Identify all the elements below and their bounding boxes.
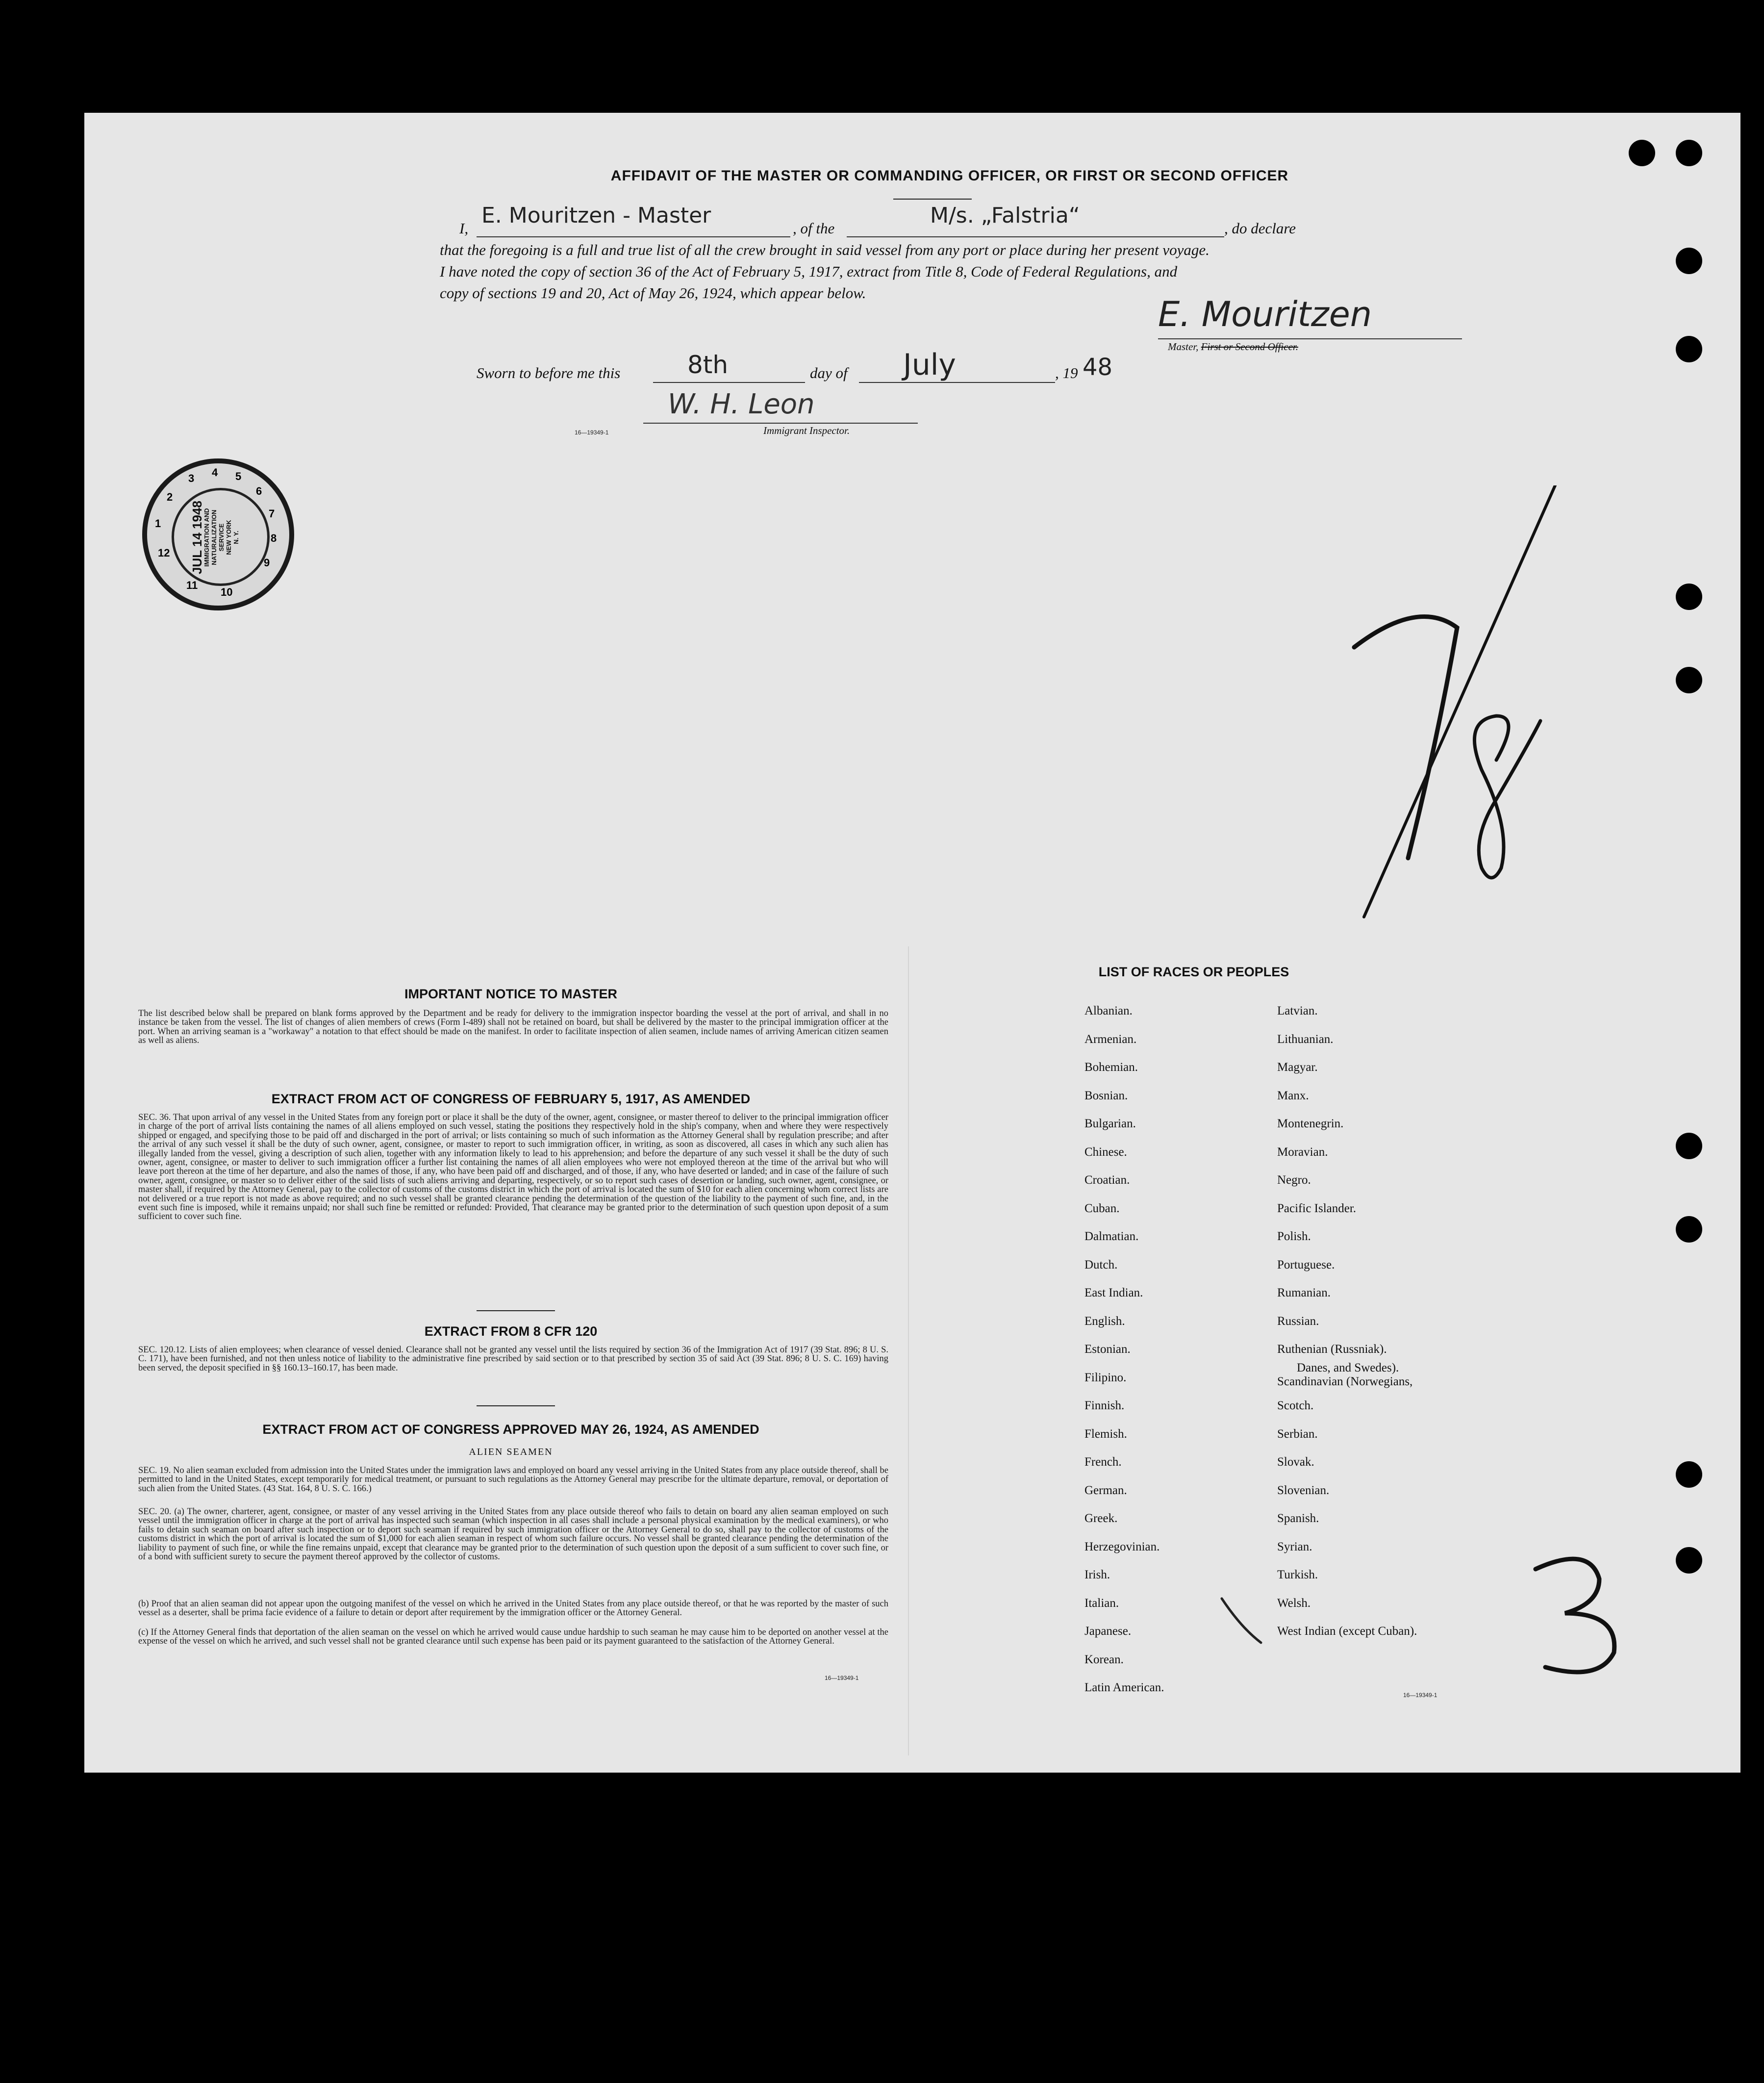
do-declare-label: , do declare: [1224, 220, 1296, 237]
section-rule: [477, 1405, 555, 1406]
inspector-signature-line: [643, 388, 918, 424]
race-item: Bulgarian.: [1084, 1117, 1136, 1130]
ring-number: 6: [256, 485, 262, 497]
race-item: Cuban.: [1084, 1201, 1120, 1215]
race-item: Scotch.: [1277, 1399, 1314, 1412]
race-item: Korean.: [1084, 1652, 1124, 1666]
race-item: Spanish.: [1277, 1512, 1319, 1525]
handwritten-number-three: [1516, 1550, 1634, 1682]
extract-1917-body: SEC. 36. That upon arrival of any vessel in the United States from any foreign port or place it shall be the duty of the owner, agent, consignee, or master thereof to deliver to the principal immigration officer in charge of the port of arrival lists containing the names of all aliens employed on such vessel, stating the positions they respectively hold in the ship's company, when and where they were respectively shipped or engaged, and specifying those to be paid off and discharged in the port of arrival; or lists containing so much of such information as the Attorney General shall by regulation prescribe; and after the arrival of any such vessel it shall be the duty of such owner, agent, consignee, or master to report to such immigration officer, in writing, as soon as discovered, all cases in which any such alien has illegally landed from the vessel, giving a description of such alien, together with any information likely to lead to his apprehension; and before the departure of any such vessel it shall be the duty of such owner, agent, consignee, or master to deliver to such immigration officer a further list containing the names of all alien employees who were not employed thereon at the time of the arrival but who will leave port thereon at the time of her departure, and also the names of those, if any, who have been paid off and discharged, and of those, if any, who have deserted or landed; and in case of the failure of such owner, agent, consignee, or master so to deliver either of the said lists of such aliens arriving and departing, respectively, or so to report such cases of desertion or landing, such owner, agent, consignee, or master shall, if required by the Attorney General, pay to the collector of customs of the customs district in which the port of arrival is located the sum of $10 for each alien concerning whom correct lists are not delivered or a true report is not made as above required; and no such vessel shall be granted clearance pending the determination of the question of the liability to the payment of such fine, and, in the event such fine is imposed, while it remains unpaid; nor shall such fine be remitted or refunded: Provided, That clearance may be granted prior to the determination of such question upon deposit of a sum sufficient to cover such fine.: [138, 1113, 888, 1222]
extract-1924-title: EXTRACT FROM ACT OF CONGRESS APPROVED MAY 26, 1924, AS AMENDED: [262, 1422, 759, 1437]
race-item: Pacific Islander.: [1277, 1201, 1357, 1215]
month-line: [859, 348, 1055, 383]
binder-hole: [1676, 667, 1702, 693]
race-item: Estonian.: [1084, 1343, 1131, 1356]
race-item: Scandinavian (Norwegians,: [1277, 1374, 1413, 1388]
year-handwriting: 48: [1083, 354, 1113, 381]
signature-caption-master: Master,: [1168, 341, 1199, 353]
race-item: Polish.: [1277, 1230, 1311, 1243]
stamp-line: SERVICE: [218, 523, 225, 552]
sworn-label: Sworn to before me this: [477, 364, 621, 381]
master-name-line: [477, 205, 790, 237]
fold-line: [908, 946, 909, 1755]
stamp-line: NATURALIZATION: [210, 509, 218, 565]
race-item: Italian.: [1084, 1596, 1119, 1610]
ring-number: 10: [221, 586, 233, 598]
extract-1917-title: EXTRACT FROM ACT OF CONGRESS OF FEBRUARY 5, 1917, AS AMENDED: [271, 1092, 751, 1106]
race-item: English.: [1084, 1314, 1125, 1328]
vessel-name-line: [847, 205, 1224, 237]
extract-form-number: 16—19349-1: [825, 1675, 859, 1681]
race-item: West Indian (except Cuban).: [1277, 1625, 1417, 1638]
month-handwriting: July: [903, 348, 956, 382]
race-item: Negro.: [1277, 1173, 1311, 1187]
race-item: Slovak.: [1277, 1455, 1314, 1469]
binder-hole: [1676, 1133, 1702, 1159]
stamp-line: N. Y.: [232, 531, 240, 544]
ring-number: 7: [269, 508, 275, 520]
binder-hole: [1676, 248, 1702, 274]
race-item: Magyar.: [1277, 1061, 1318, 1074]
race-item: Greek.: [1084, 1512, 1118, 1525]
binder-hole: [1676, 1547, 1702, 1574]
stamp-date: JUL 14 1948: [190, 501, 204, 574]
affidavit-declaration: [440, 203, 1499, 304]
ring-number: 4: [212, 466, 218, 479]
ring-number: 11: [186, 579, 198, 591]
race-item: Slovenian.: [1277, 1483, 1330, 1497]
race-item: Dalmatian.: [1084, 1230, 1139, 1243]
race-item: Bosnian.: [1084, 1089, 1128, 1102]
inspector-caption: Immigrant Inspector.: [763, 425, 850, 436]
immigration-date-stamp: [142, 458, 294, 610]
binder-hole: [1676, 1216, 1702, 1243]
day-handwriting: 8th: [687, 351, 729, 379]
day-line: [653, 351, 805, 383]
ring-number: 5: [235, 470, 242, 483]
ring-number: 12: [158, 547, 170, 559]
race-item: Russian.: [1277, 1314, 1319, 1328]
ring-number: 3: [188, 472, 195, 484]
race-item: Filipino.: [1084, 1371, 1127, 1384]
race-item: Serbian.: [1277, 1427, 1318, 1441]
race-item: Welsh.: [1277, 1596, 1311, 1610]
race-item: Danes, and Swedes).: [1297, 1361, 1399, 1374]
races-title: LIST OF RACES OR PEOPLES: [1098, 965, 1289, 979]
year-prefix: , 19: [1055, 364, 1078, 381]
section-rule: [477, 1310, 555, 1311]
ring-number: 9: [264, 557, 270, 569]
stamp-center: [172, 488, 270, 586]
race-item: Albanian.: [1084, 1004, 1133, 1017]
race-item: Herzegovinian.: [1084, 1540, 1160, 1553]
sec-19-body: SEC. 19. No alien seaman excluded from admission into the United States under the immigration laws and employed on board any vessel arriving in the United States from any place outside thereof, shall be permitted to land in the United States, except temporarily for medical treatment, or pursuant to such regulations as the Attorney General may prescribe for the ultimate departure, removal, or deportation of such alien from the United States. (43 Stat. 164, 8 U. S. C. 166.): [138, 1466, 888, 1494]
races-form-number: 16—19349-1: [1403, 1692, 1437, 1699]
binder-hole: [1676, 1461, 1702, 1488]
sworn-line: [477, 348, 1261, 385]
handwritten-tick: [1212, 1594, 1271, 1648]
race-item: Irish.: [1084, 1568, 1110, 1581]
master-signature-line: [1158, 294, 1462, 339]
day-of-label: day of: [810, 364, 848, 381]
race-item: Turkish.: [1277, 1568, 1318, 1581]
race-item: Syrian.: [1277, 1540, 1312, 1553]
of-the-label: , of the: [793, 220, 835, 237]
inspector-signature-handwriting: W. H. Leon: [668, 388, 815, 420]
binder-hole: [1676, 140, 1702, 166]
ring-number: 8: [271, 532, 277, 544]
binder-hole: [1676, 584, 1702, 610]
sec-20b-body: (b) Proof that an alien seaman did not appear upon the outgoing manifest of the vessel on which he arrived in the United States from any place outside thereof, or that he was reported by the master of such vessel as a deserter, shall be prima facie evidence of a failure to detain or deport after requirement by the immigration officer or the Attorney General.: [138, 1599, 888, 1618]
declaration-line-4: copy of sections 19 and 20, Act of May 26, 1924, which appear below.: [440, 284, 866, 302]
signature-caption-struck: First or Second Officer.: [1201, 341, 1298, 353]
stamp-line: NEW YORK: [225, 520, 232, 555]
race-item: Moravian.: [1277, 1145, 1328, 1159]
race-item: Chinese.: [1084, 1145, 1127, 1159]
race-item: Portuguese.: [1277, 1258, 1335, 1271]
race-item: German.: [1084, 1483, 1127, 1497]
declaration-line-2: that the foregoing is a full and true list of all the crew brought in said vessel from any port or place during her present voyage.: [440, 241, 1210, 258]
heading-rule: [893, 199, 972, 200]
race-item: Armenian.: [1084, 1032, 1137, 1046]
stamp-line: IMMIGRATION AND: [203, 508, 210, 567]
declaration-line-3: I have noted the copy of section 36 of the Act of February 5, 1917, extract from Title 8, Code of Federal Regulations, and: [440, 263, 1178, 280]
master-signature-handwriting: E. Mouritzen: [1158, 294, 1372, 334]
extract-cfr-body: SEC. 120.12. Lists of alien employees; when clearance of vessel denied. Clearance shall not be granted any vessel until the lists required by section 36 of the Immigration Act of 1917 (39 Stat. 896; 8 U. S. C. 171), have been furnished, and not then unless notice of liability to the administrative fine prescribed by said section or to that prescribed by section 35 of said Act (39 Stat. 896; 8 U. S. C. 169) having been served, the deposit specified in §§ 160.13–160.17, has been made.: [138, 1345, 888, 1373]
signature-caption: [1168, 341, 1298, 353]
sec-20c-body: (c) If the Attorney General finds that deportation of the alien seaman on the vessel on which he arrived would cause undue hardship to such seaman he may cause him to be deported on another vessel at the expense of the vessel on which he arrived, and such vessel shall not be granted clearance until such expense has been paid or its payment guaranteed to the satisfaction of the Attorney General.: [138, 1627, 888, 1647]
race-item: Lithuanian.: [1277, 1032, 1334, 1046]
sec-20a-body: SEC. 20. (a) The owner, charterer, agent, consignee, or master of any vessel arriving in the United States from any place outside thereof who fails to detain on board any alien seaman employed on such vessel until the immigration officer in charge at the port of arrival has inspected such seaman (which inspection in all cases shall include a personal physical examination by the medical examiners), or who fails to detain such seaman on board after such inspection or to deport such seaman if required by such immigration officer or the Attorney General to do so, shall pay to the collector of customs of the customs district in which the port of arrival is located the sum of $1,000 for each alien seaman in respect of whom such failure occurs. No vessel shall be granted clearance pending the determination of the liability to payment of such fine, or while the fine remains unpaid, except that clearance may be granted prior to the determination of such question upon the deposit of a sum sufficient to cover such fine, or of a bond with sufficient surety to secure the payment thereof approved by the collector of customs.: [138, 1507, 888, 1562]
master-name-handwriting: E. Mouritzen - Master: [481, 203, 711, 228]
affidavit-form-number: 16—19349-1: [575, 429, 609, 436]
race-item: Montenegrin.: [1277, 1117, 1344, 1130]
extract-cfr-title: EXTRACT FROM 8 CFR 120: [424, 1324, 598, 1339]
race-item: French.: [1084, 1455, 1122, 1469]
race-item: Latvian.: [1277, 1004, 1318, 1017]
race-item: Manx.: [1277, 1089, 1309, 1102]
binder-hole: [1676, 336, 1702, 362]
notice-title: IMPORTANT NOTICE TO MASTER: [404, 987, 617, 1001]
handwritten-fraction: [1335, 485, 1589, 966]
race-item: Ruthenian (Russniak).: [1277, 1343, 1387, 1356]
extract-1924-subtitle: ALIEN SEAMEN: [469, 1447, 553, 1457]
notice-body: The list described below shall be prepared on blank forms approved by the Department and be ready for delivery to the immigration inspector boarding the vessel at the port of arrival, and shall in no instance be taken from the vessel. The list of changes of alien members of crews (Form I-489) shall not be retained on board, but shall be delivered by the master to the principal immigration officer at the port. When an arriving seaman is a "workaway" a notation to that effect should be made on the manifest. In order to facilitate inspection of alien seamen, include names of arriving American citizen seamen as well as aliens.: [138, 1009, 888, 1046]
race-item: Bohemian.: [1084, 1061, 1138, 1074]
vessel-name-handwriting: M/s. „Falstria“: [930, 203, 1080, 228]
i-label: I,: [459, 220, 469, 237]
race-item: Rumanian.: [1277, 1286, 1331, 1299]
binder-hole: [1629, 140, 1655, 166]
race-item: Japanese.: [1084, 1625, 1132, 1638]
race-item: East Indian.: [1084, 1286, 1143, 1299]
race-item: Latin American.: [1084, 1681, 1164, 1694]
race-item: Finnish.: [1084, 1399, 1125, 1412]
ring-number: 1: [155, 517, 161, 530]
race-item: Flemish.: [1084, 1427, 1127, 1441]
ring-number: 2: [167, 491, 173, 503]
document-sheet: [84, 113, 1740, 1773]
stamp-text-block: [191, 491, 240, 584]
affidavit-heading: AFFIDAVIT OF THE MASTER OR COMMANDING OFFICER, OR FIRST OR SECOND OFFICER: [610, 168, 1289, 184]
race-item: Croatian.: [1084, 1173, 1130, 1187]
race-item: Dutch.: [1084, 1258, 1118, 1271]
